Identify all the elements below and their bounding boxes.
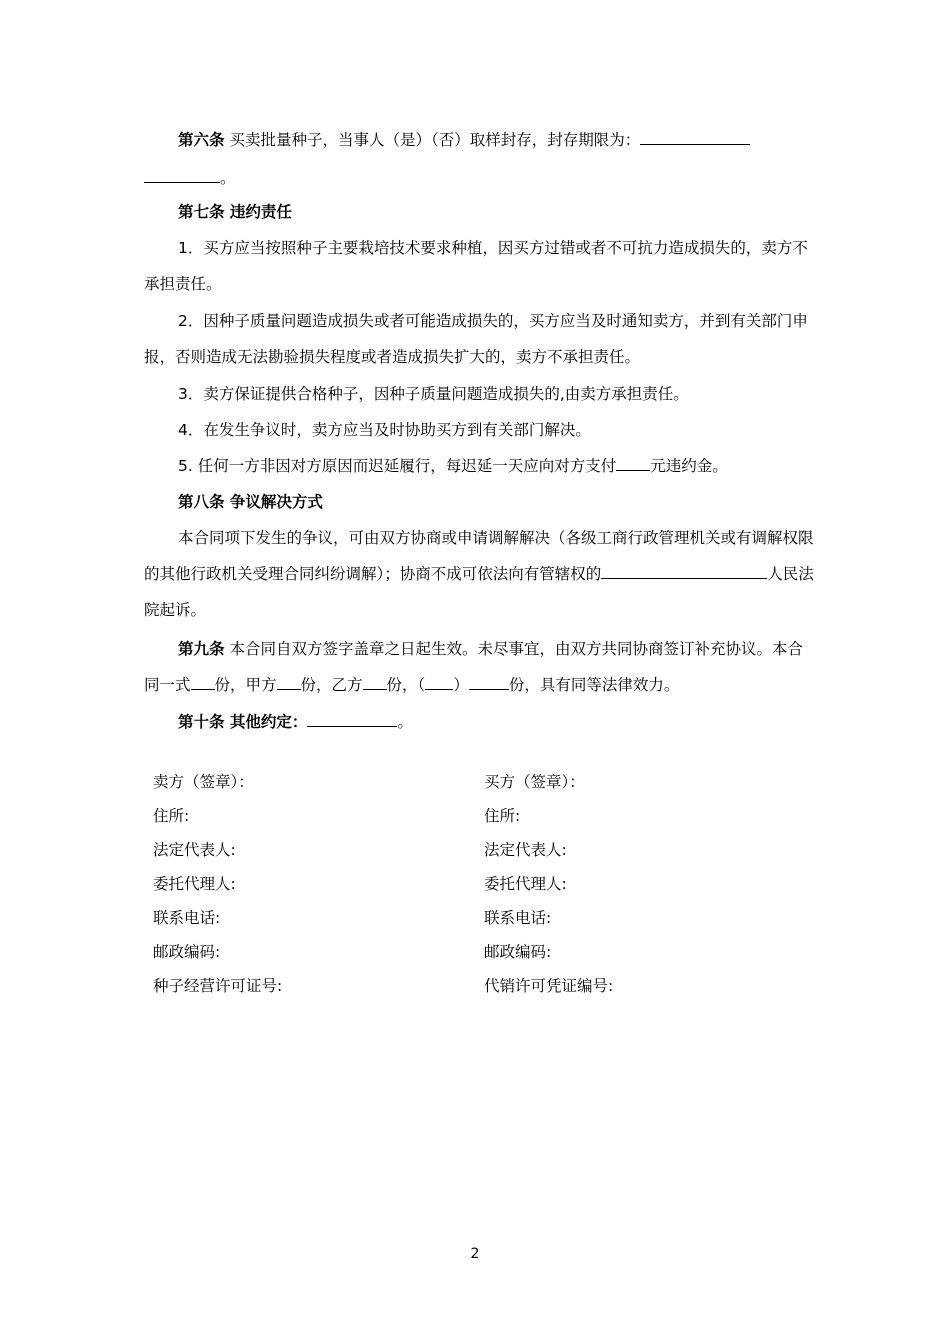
buyer-legal-rep: 法定代表人: [484, 841, 567, 859]
item-5-pre: 5. 任何一方非因对方原因而迟延履行，每迟延一天应向对方支付 [178, 457, 617, 475]
article-7-item-4: 4．在发生争议时，卖方应当及时协助买方到有关部门解决。 [178, 421, 591, 439]
sealing-period-blank-continued[interactable] [144, 164, 220, 183]
seller-seal: 卖方（签章）： [153, 773, 254, 791]
article-7-item-1: 1．买方应当按照种子主要栽培技术要求种植，因买方过错或者不可抗力造成损失的，卖方不承担责任。 [144, 239, 808, 293]
article-8-heading [144, 484, 816, 520]
page-number: 2 [470, 1246, 480, 1262]
total-copies-blank[interactable] [191, 671, 215, 690]
other-copies-blank[interactable] [469, 671, 509, 690]
article-7-item-2: 2．因种子质量问题造成损失或者可能造成损失的，买方应当及时通知卖方，并到有关部门申报，否则造成无法勘验损失程度或者造成损失扩大的，卖方不承担责任。 [144, 312, 808, 366]
buyer-seal: 买方（签章）： [484, 773, 585, 791]
article-10-label: 其他约定： [224, 713, 308, 731]
seller-address: 住所: [153, 807, 190, 825]
paren-close: ） [453, 676, 469, 694]
party-a-copies-blank[interactable] [277, 671, 301, 690]
article-8-body [144, 520, 816, 628]
court-name-blank[interactable] [601, 560, 693, 579]
article-6-continuation [144, 160, 816, 196]
article-9 [144, 631, 816, 703]
buyer-phone: 联系电话: [484, 909, 552, 927]
article-6-text: 买卖批量种子，当事人（是）（否）取样封存，封存期限为： [224, 131, 641, 149]
article-9-heading: 第九条 [178, 640, 225, 658]
article-10-heading: 第十条 [178, 713, 225, 731]
article-9-text: 本合同自双方签字盖章之日起生效。未尽事宜，由双方共同协商签订补充协议。本合同一式 [144, 640, 803, 694]
buyer-consignment-permit-number: 代销许可凭证编号: [484, 977, 614, 995]
article-7-heading [144, 194, 816, 230]
buyer-address: 住所: [484, 807, 521, 825]
article-8-heading-text: 第八条 争议解决方式 [178, 493, 323, 511]
article-7-item-5 [144, 448, 816, 484]
article-6 [144, 122, 816, 158]
article-6-end: 。 [220, 169, 236, 187]
seller-signature-block [153, 765, 282, 1003]
article-6-heading: 第六条 [178, 131, 225, 149]
party-b-unit: 份，（ [386, 676, 426, 694]
party-a-unit: 份，乙方 [300, 676, 363, 694]
buyer-postcode: 邮政编码: [484, 943, 552, 961]
seller-phone: 联系电话: [153, 909, 221, 927]
seller-legal-rep: 法定代表人: [153, 841, 236, 859]
court-name-blank-continued[interactable] [693, 560, 767, 579]
buyer-signature-block [484, 765, 613, 1003]
article-7-item-3: 3．卖方保证提供合格种子，因种子质量问题造成损失的,由卖方承担责任。 [178, 385, 689, 403]
article-10-end: 。 [397, 713, 413, 731]
copies-unit: 份，甲方 [214, 676, 277, 694]
item-5-post: 元违约金。 [650, 457, 728, 475]
article-7-heading-text: 第七条 违约责任 [178, 203, 292, 221]
article-10 [144, 704, 816, 740]
party-b-copies-blank[interactable] [363, 671, 387, 690]
buyer-agent: 委托代理人: [484, 875, 567, 893]
article-9-end: 份，具有同等法律效力。 [508, 676, 680, 694]
other-party-blank[interactable] [425, 671, 453, 690]
seller-postcode: 邮政编码: [153, 943, 221, 961]
other-agreement-blank[interactable] [307, 708, 397, 727]
penalty-amount-blank[interactable] [616, 452, 650, 471]
sealing-period-blank[interactable] [640, 126, 750, 145]
seller-license-number: 种子经营许可证号: [153, 977, 283, 995]
seller-agent: 委托代理人: [153, 875, 236, 893]
article-8-text: 本合同项下发生的争议，可由双方协商或申请调解解决（各级工商行政管理机关或有调解权限的其他行政机关受理合同纠纷调解）；协商不成可依法向有管辖权的 [144, 529, 814, 583]
article-8-end: 人民法院起诉。 [144, 565, 814, 619]
